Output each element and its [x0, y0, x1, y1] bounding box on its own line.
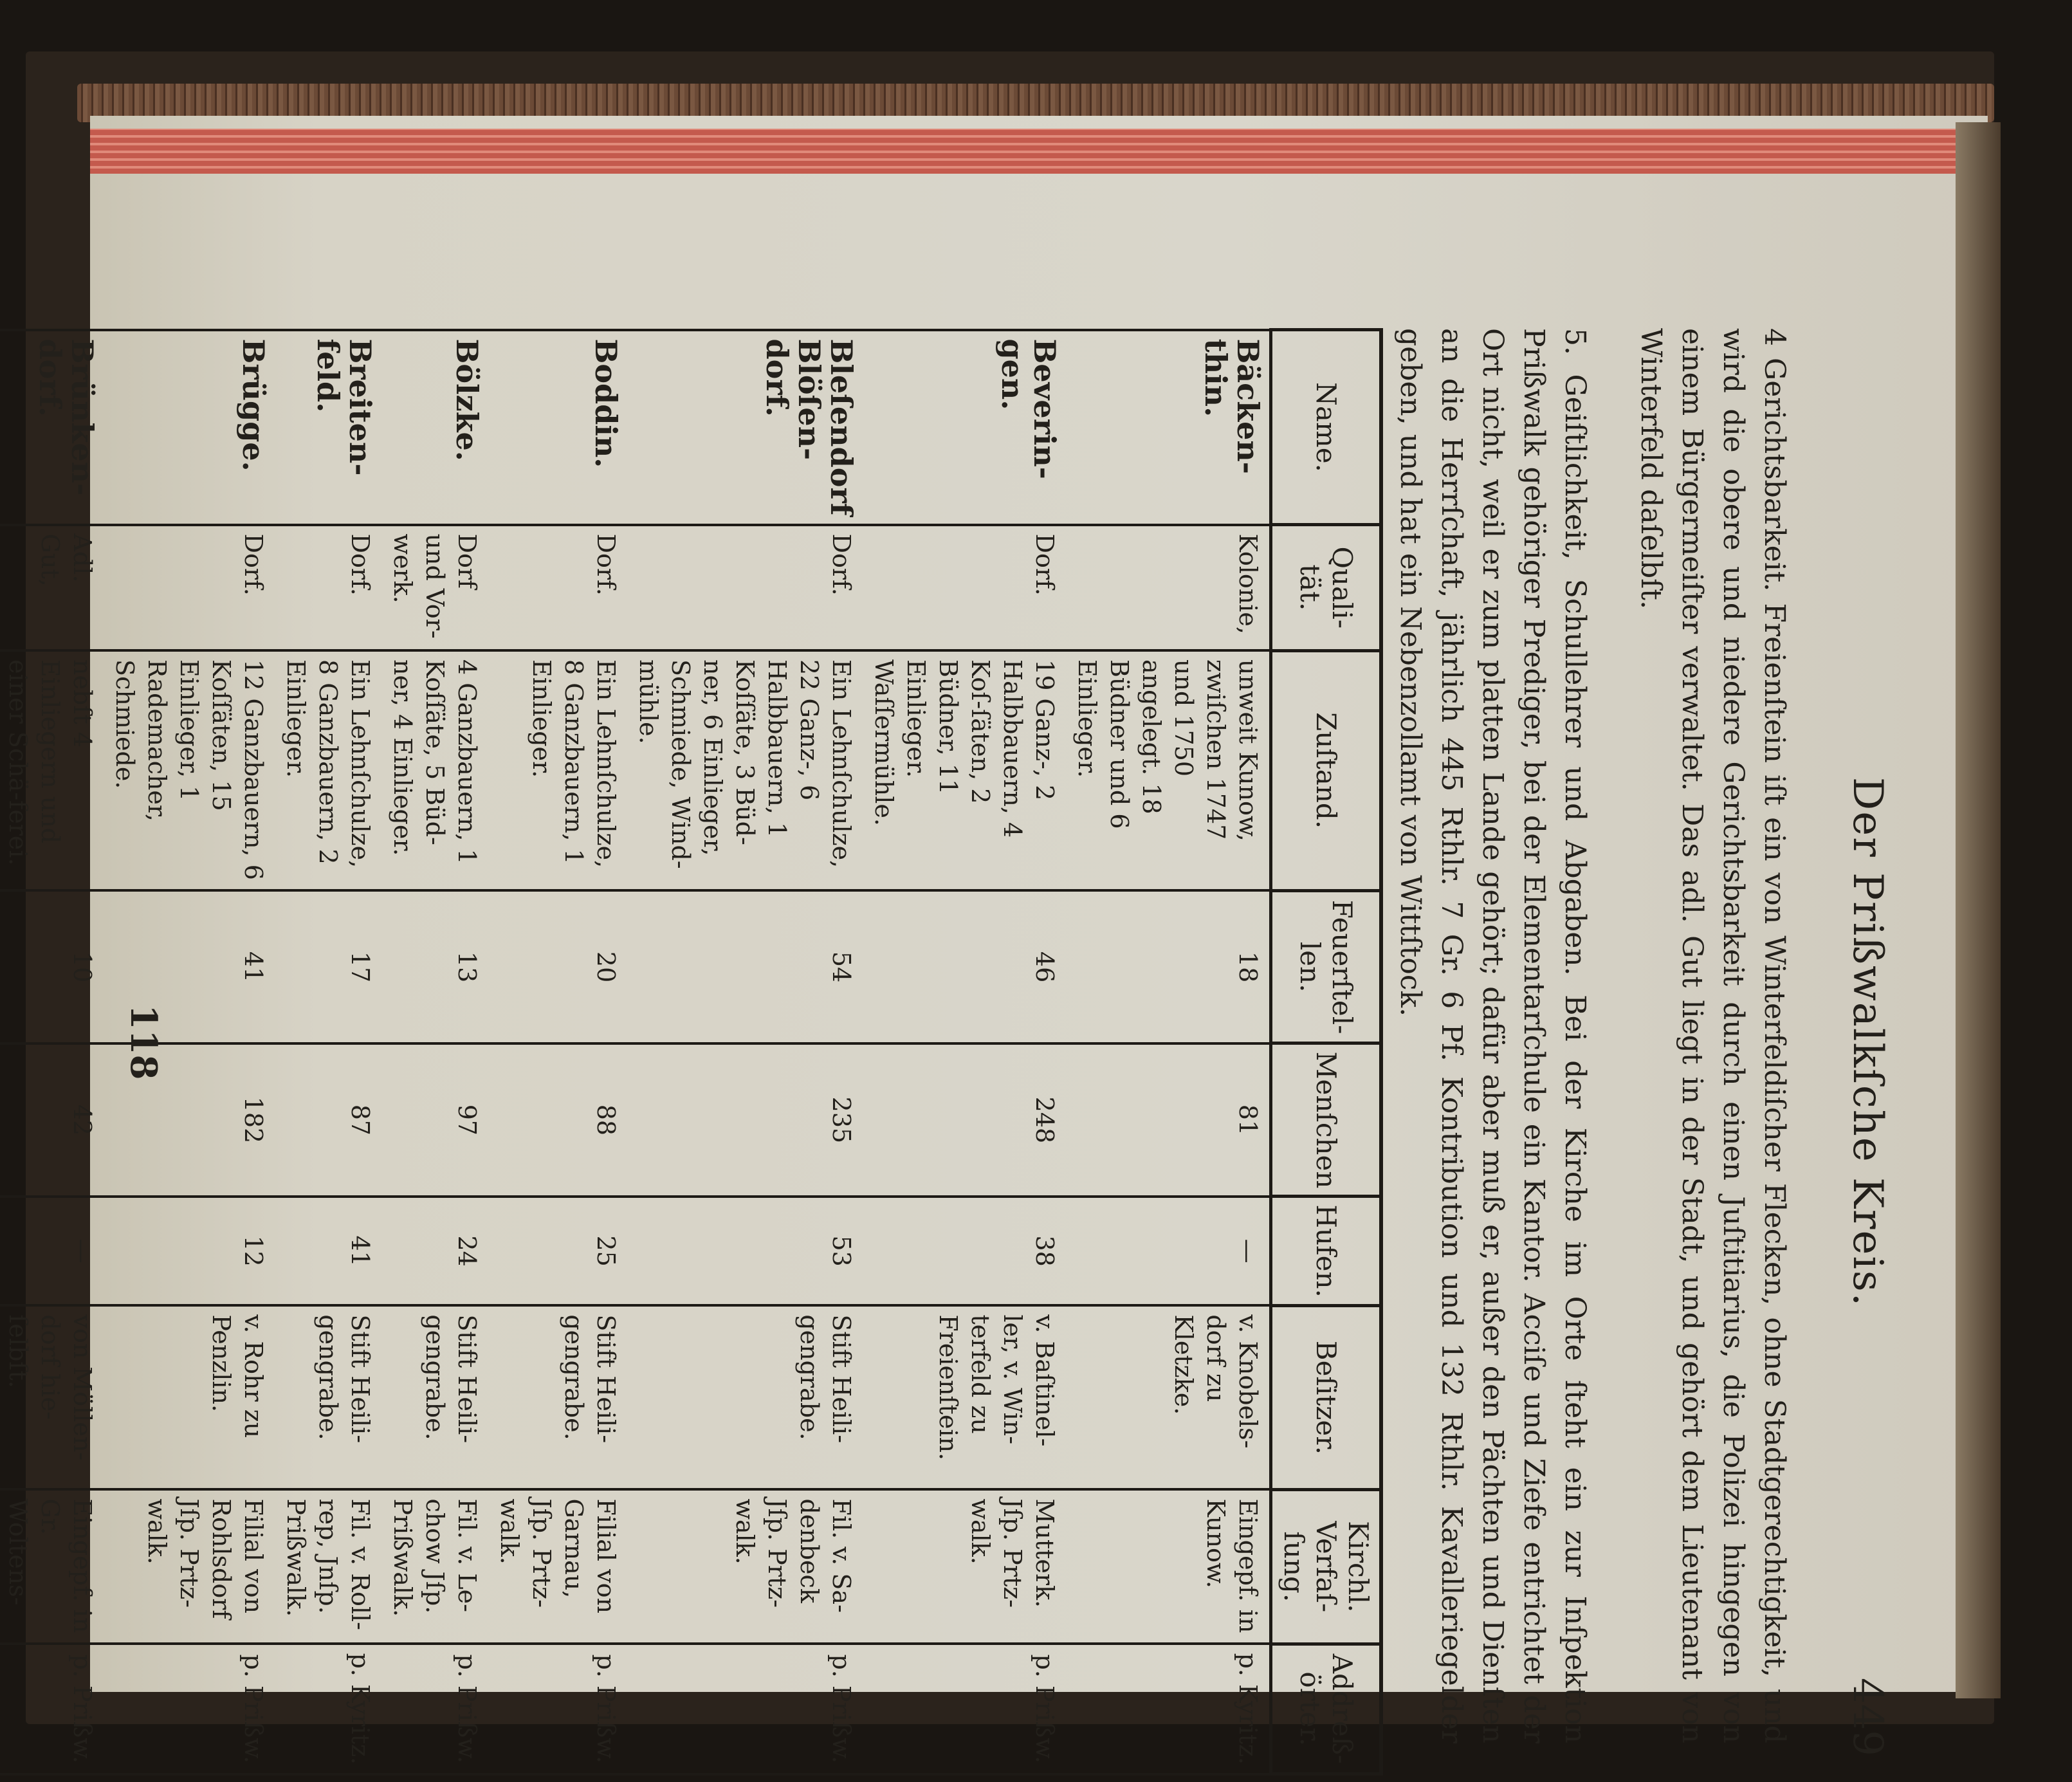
cell-addressorter: p. Prißw. — [104, 1644, 275, 1774]
cell-feuerstellen: 41 — [104, 890, 275, 1043]
col-header-menschen: Menſchen — [1271, 1043, 1382, 1197]
cell-name: Brügge. — [104, 330, 275, 525]
cell-zustand: Ein Lehnſchulze, 22 Ganz-, 6 Halbbauern, 1 Koſſäte, 3 Büd-ner, 6 Einlieger, Schmiede, Wind-mühle. — [627, 650, 863, 890]
cell-menschen: 248 — [863, 1043, 1066, 1197]
page-header — [1814, 302, 1891, 1782]
cell-addressorter: p. Kyritz. — [275, 1644, 381, 1774]
cell-hufen: 12 — [104, 1197, 275, 1305]
cell-feuerstellen: 18 — [1066, 890, 1271, 1043]
cell-zustand: Ein Lehnſchulze, 8 Ganzbauern, 1 Einlieger. — [488, 650, 627, 890]
cell-addressorter: p. Prißw. — [381, 1644, 488, 1774]
cell-kirchl: Fil. v. Sa-denbeck Jſp. Prtz-walk. — [627, 1489, 863, 1644]
cell-name: Brünken-dorf. — [0, 330, 104, 525]
paragraph-gerichtsbarkeit: 4 Gerichtsbarkeit. Freienſtein iſt ein von Winterfeldiſcher Flecken, ohne Stadtgerechtigkeit, und wird die obere und niedere Gerichtsbarkeit durch einen Juſtitiarius, die Polizei hingegen von einem Bürgermeiſter verwaltet. Das adl. Gut liegt in der Stadt, und gehört dem Lieutenant von Winterfeld daſelbſt. — [1635, 328, 1791, 1743]
cell-name: Breiten-feld. — [275, 330, 381, 525]
cell-menschen: 235 — [627, 1043, 863, 1197]
cell-zustand: 4 Ganzbauern, 1 Koſſäte, 5 Büd-ner, 4 Einlieger. — [381, 650, 488, 890]
page-gutter — [1956, 122, 2001, 1698]
cell-besitzer: v. Knobels-dorf zu Kletzke. — [1066, 1305, 1271, 1489]
cell-zustand: unweit Kunow, zwiſchen 1747 und 1750 angelegt. 18 Büdner und 6 Einlieger. — [1066, 650, 1271, 890]
rotated-page-content — [4, 302, 1917, 1782]
table-row — [0, 330, 104, 1774]
cell-feuerstellen: 20 — [488, 890, 627, 1043]
cell-besitzer: v. Rohr zu Penzlin. — [104, 1305, 275, 1489]
cell-addressorter: p. Prißw. — [0, 1644, 104, 1774]
col-header-qualitaet: Quali-tät. — [1271, 525, 1382, 651]
col-header-kirchl-verfassung: Kirchl. Verfaſ-ſung. — [1271, 1489, 1382, 1644]
cell-qualitaet: Dorf. — [275, 525, 381, 651]
cell-qualitaet: Dorf. — [627, 525, 863, 651]
table-row — [381, 330, 488, 1774]
cell-zustand: nebſt 4 Einliegern und einer Schä-ferei. — [0, 650, 104, 890]
cell-menschen: 87 — [275, 1043, 381, 1197]
cell-zustand: 12 Ganzbauern, 6 Koſſäten, 15 Einlieger, 1 Rademacher, Schmiede. — [104, 650, 275, 890]
cell-feuerstellen: 17 — [275, 890, 381, 1043]
col-header-addressorter: Addreß-örter. — [1271, 1644, 1382, 1774]
table-row — [863, 330, 1066, 1774]
cell-name: Bölzke. — [381, 330, 488, 525]
cell-menschen: 97 — [381, 1043, 488, 1197]
cell-addressorter: p. Prißw. — [488, 1644, 627, 1774]
cell-qualitaet: Adl. Gut, — [0, 525, 104, 651]
cell-menschen: 182 — [104, 1043, 275, 1197]
cell-kirchl: Eingepf. in Gr. Woltens- — [0, 1489, 104, 1644]
cell-feuerstellen: 13 — [381, 890, 488, 1043]
cell-kirchl: Mutterk. Jſp. Prtz-walk. — [863, 1489, 1066, 1644]
cell-hufen: 41 — [275, 1197, 381, 1305]
cell-hufen: 25 — [488, 1197, 627, 1305]
cell-name: Bäcken-thin. — [1066, 330, 1271, 525]
col-header-hufen: Hufen. — [1271, 1197, 1382, 1305]
cell-kirchl: Filial von Garnau, Jſp. Prtz-walk. — [488, 1489, 627, 1644]
cell-zustand: 19 Ganz-, 2 Halbbauern, 4 Koſ-ſäten, 2 Büdner, 11 Einlieger. Waſſermühle. — [863, 650, 1066, 890]
cell-hufen: — — [0, 1197, 104, 1305]
table-row — [275, 330, 381, 1774]
page-number: 449 — [1844, 1677, 1891, 1756]
register-table — [0, 328, 1383, 1776]
cell-qualitaet: Dorf und Vor-werk. — [381, 525, 488, 651]
cell-hufen: 24 — [381, 1197, 488, 1305]
cell-name: Beverin-gen. — [863, 330, 1066, 525]
cell-kirchl: Fil. v. Le-chow Jſp. Prißwalk. — [381, 1489, 488, 1644]
cell-besitzer: Stift Heili-gengrabe. — [627, 1305, 863, 1489]
cell-menschen: 88 — [488, 1043, 627, 1197]
col-header-besitzer: Beſitzer. — [1271, 1305, 1382, 1489]
cell-besitzer: von Möllen-dorf hie-ſelbſt. — [0, 1305, 104, 1489]
table-row — [1066, 330, 1271, 1774]
page-title: Der Prißwalkſche Kreis. — [1844, 776, 1891, 1308]
cell-name: Boddin. — [488, 330, 627, 525]
cell-qualitaet: Kolonie, — [1066, 525, 1271, 651]
cell-kirchl: Eingepf. in Kunow. — [1066, 1489, 1271, 1644]
cell-hufen: 38 — [863, 1197, 1066, 1305]
cell-kirchl: Fil. v. Roll-rep, Jnſp. Prißwalk. — [275, 1489, 381, 1644]
cell-addressorter: p. Prißw. — [863, 1644, 1066, 1774]
cell-feuerstellen: 54 — [627, 890, 863, 1043]
cell-qualitaet: Dorf. — [863, 525, 1066, 651]
cell-menschen: 42 — [0, 1043, 104, 1197]
table-header-row — [1271, 330, 1382, 1774]
cell-feuerstellen: 10 — [0, 890, 104, 1043]
col-header-name: Name. — [1271, 330, 1382, 525]
cell-zustand: Ein Lehnſchulze, 8 Ganzbauern, 2 Einlieger. — [275, 650, 381, 890]
table-row — [627, 330, 863, 1774]
cell-qualitaet: Dorf. — [104, 525, 275, 651]
cell-besitzer: Stift Heili-gengrabe. — [381, 1305, 488, 1489]
cell-addressorter: p. Kyritz. — [1066, 1644, 1271, 1774]
cell-besitzer: Stift Heili-gengrabe. — [275, 1305, 381, 1489]
cell-hufen: 53 — [627, 1197, 863, 1305]
cell-qualitaet: Dorf. — [488, 525, 627, 651]
cell-menschen: 81 — [1066, 1043, 1271, 1197]
cell-hufen: — — [1066, 1197, 1271, 1305]
cell-name: Bleſendorf Blöſen-dorf. — [627, 330, 863, 525]
signature-number: 118 — [122, 1004, 165, 1080]
red-page-edge — [90, 129, 1988, 174]
col-header-zustand: Zuſtand. — [1271, 650, 1382, 890]
cell-besitzer: v. Baſtinel-ler, v. Win-terfeld zu Freienſtein. — [863, 1305, 1066, 1489]
cell-feuerstellen: 46 — [863, 890, 1066, 1043]
cell-kirchl: Filial von Rohlsdorf Jſp. Prtz-walk. — [104, 1489, 275, 1644]
cell-besitzer: Stift Heili-gengrabe. — [488, 1305, 627, 1489]
paragraph-geistlichkeit: 5. Geiſtlichkeit, Schullehrer und Abgaben. Bei der Kirche im Orte ſteht ein zur Inſpektion Prißwalk gehöriger Prediger, bei der Elementarſchule ein Kantor. Acciſe und Ziefe entrichtet der Ort nicht, weil er zum platten Lande gehört; dafür aber muß er, außer den Pächten und Dienſten an die Herrſchaft, jährlich 445 Rthlr. 7 Gr. 6 Pf. Kontribution und 132 Rthlr. Kavalleriegelder geben, und hat ein Nebenzollamt von Wittſtock. — [1394, 328, 1591, 1743]
table-row — [488, 330, 627, 1774]
cell-addressorter: p. Prißw. — [627, 1644, 863, 1774]
col-header-feuerstellen: Feuerſtel-len. — [1271, 890, 1382, 1043]
